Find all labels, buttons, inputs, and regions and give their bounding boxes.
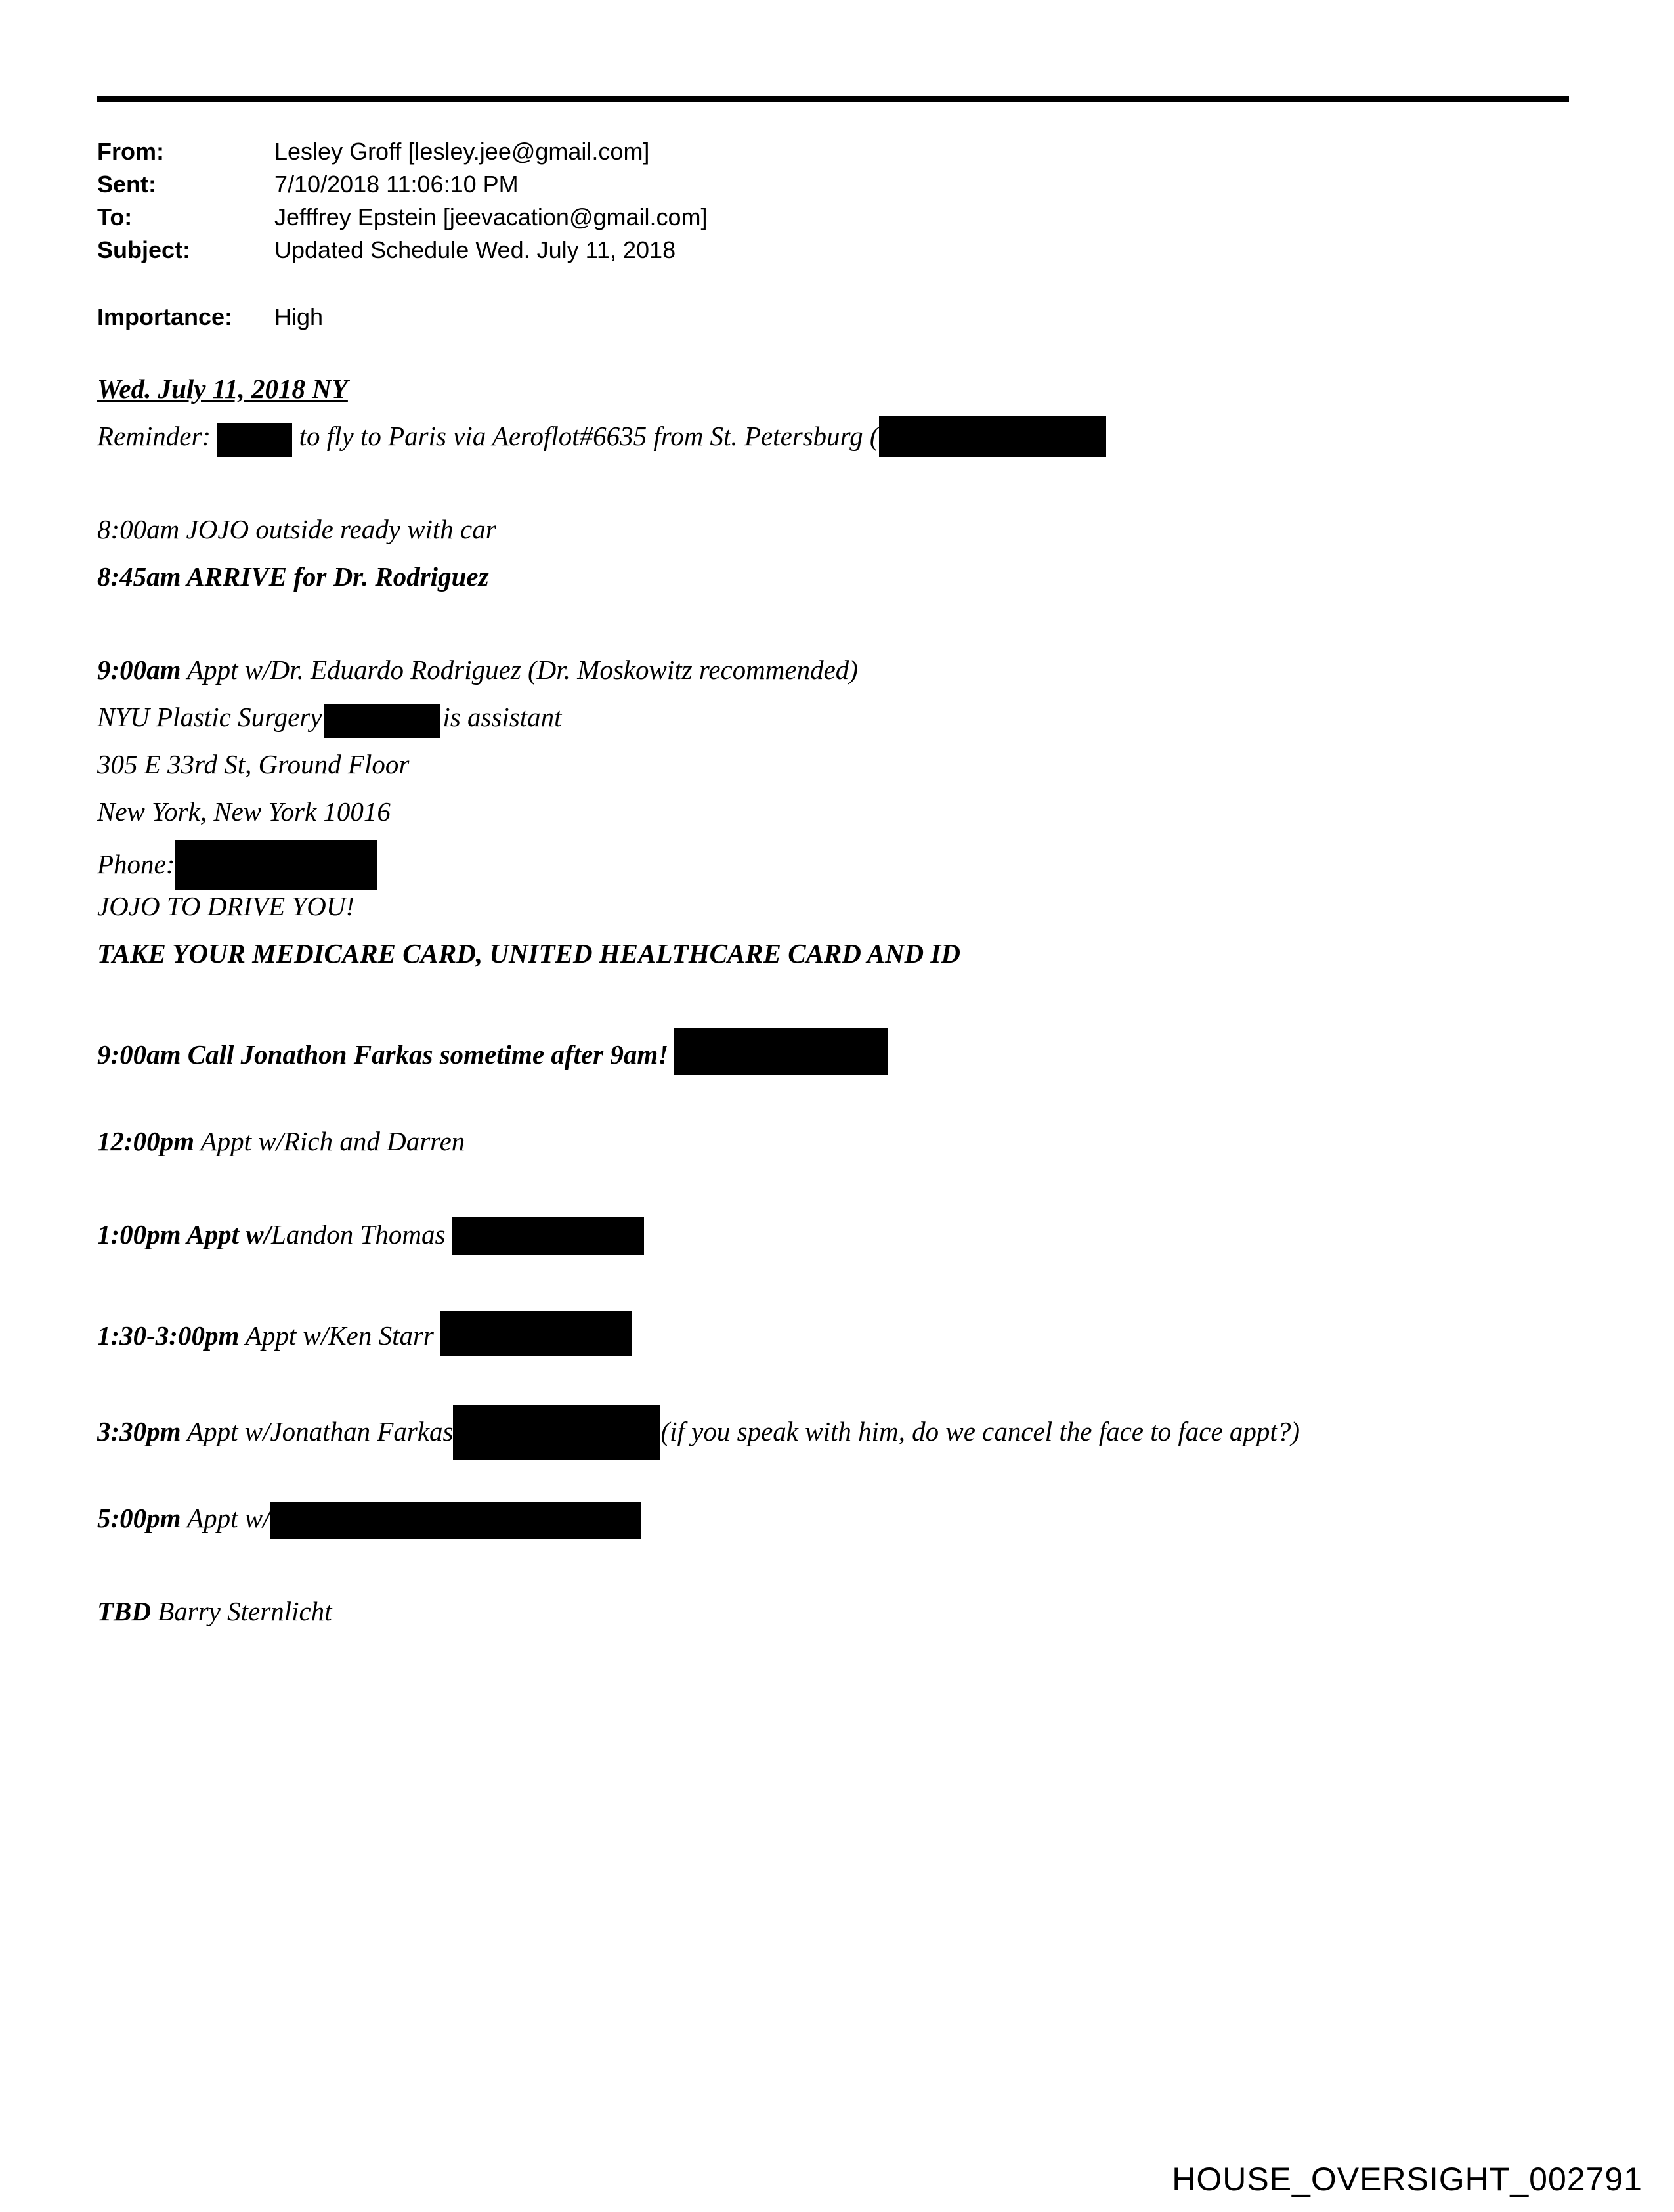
tbd-label: TBD — [97, 1596, 151, 1626]
sent-value: 7/10/2018 11:06:10 PM — [274, 171, 519, 198]
appt-100-line — [97, 1216, 644, 1255]
appt-1200-time: 12:00pm — [97, 1126, 195, 1156]
appt-500-text: Appt w/ — [181, 1503, 270, 1533]
appt-330-text: Appt w/Jonathan Farkas — [181, 1416, 454, 1446]
redaction-box — [270, 1502, 641, 1539]
call-farkas-line — [97, 1028, 888, 1075]
appt-900-text: Appt w/Dr. Eduardo Rodriguez (Dr. Moskowitz recommended) — [181, 655, 858, 685]
importance-value: High — [274, 303, 324, 330]
appt-500-line — [97, 1500, 641, 1539]
address-line-2: New York, New York 10016 — [97, 796, 391, 827]
call-farkas-text: 9:00am Call Jonathon Farkas sometime after 9am! — [97, 1039, 669, 1070]
address-line-1: 305 E 33rd St, Ground Floor — [97, 749, 410, 779]
appt-330-line — [97, 1405, 1300, 1460]
appt-130-text: Appt w/Ken Starr — [239, 1320, 441, 1351]
appt-500-time: 5:00pm — [97, 1503, 181, 1533]
importance-label: Importance: — [97, 303, 233, 330]
reminder-line — [97, 416, 1106, 457]
subject-value: Updated Schedule Wed. July 11, 2018 — [274, 236, 676, 263]
bates-number: HOUSE_OVERSIGHT_002791 — [1172, 2161, 1642, 2198]
redaction-box — [674, 1028, 888, 1075]
redaction-box — [175, 840, 377, 890]
from-value: Lesley Groff [lesley.jee@gmail.com] — [274, 138, 650, 165]
appt-900-line — [97, 651, 858, 688]
appt-900-time: 9:00am — [97, 655, 181, 685]
appt-330-time: 3:30pm — [97, 1416, 181, 1446]
redaction-box — [452, 1217, 644, 1255]
appt-330-note: (if you speak with him, do we cancel the face to face appt?) — [660, 1416, 1300, 1446]
redaction-box — [217, 423, 292, 457]
nyu-text-b: is assistant — [442, 702, 562, 732]
reminder-text-b: to fly to Paris via Aeroflot#6635 from St. Petersburg ( — [292, 421, 879, 451]
to-label: To: — [97, 204, 133, 230]
tbd-line — [97, 1593, 332, 1630]
phone-line — [97, 840, 377, 890]
line-800: 8:00am JOJO outside ready with car — [97, 514, 496, 544]
appt-100-text: Landon Thomas — [271, 1219, 452, 1249]
appt-100-time: 1:00pm Appt w/ — [97, 1219, 271, 1249]
nyu-text-a: NYU Plastic Surgery — [97, 702, 322, 732]
appt-1200-line — [97, 1123, 465, 1160]
to-value: Jefffrey Epstein [jeevacation@gmail.com] — [274, 204, 708, 230]
redaction-box — [453, 1405, 660, 1460]
appt-130-line — [97, 1311, 632, 1356]
redaction-box — [440, 1311, 632, 1356]
redaction-box — [879, 416, 1106, 457]
tbd-text: Barry Sternlicht — [151, 1596, 332, 1626]
sent-label: Sent: — [97, 171, 156, 198]
jojo-drive-line: JOJO TO DRIVE YOU! — [97, 891, 355, 921]
date-heading: Wed. July 11, 2018 NY — [97, 374, 348, 404]
appt-130-time: 1:30-3:00pm — [97, 1320, 240, 1351]
from-label: From: — [97, 138, 164, 165]
take-cards-line: TAKE YOUR MEDICARE CARD, UNITED HEALTHCARE CARD AND ID — [97, 938, 960, 968]
phone-label: Phone: — [97, 849, 175, 879]
header-rule — [97, 96, 1569, 102]
line-845: 8:45am ARRIVE for Dr. Rodriguez — [97, 561, 489, 592]
reminder-text-a: Reminder: — [97, 421, 218, 451]
nyu-line — [97, 699, 562, 738]
subject-label: Subject: — [97, 236, 191, 263]
redaction-box — [324, 704, 440, 738]
appt-1200-text: Appt w/Rich and Darren — [194, 1126, 465, 1156]
